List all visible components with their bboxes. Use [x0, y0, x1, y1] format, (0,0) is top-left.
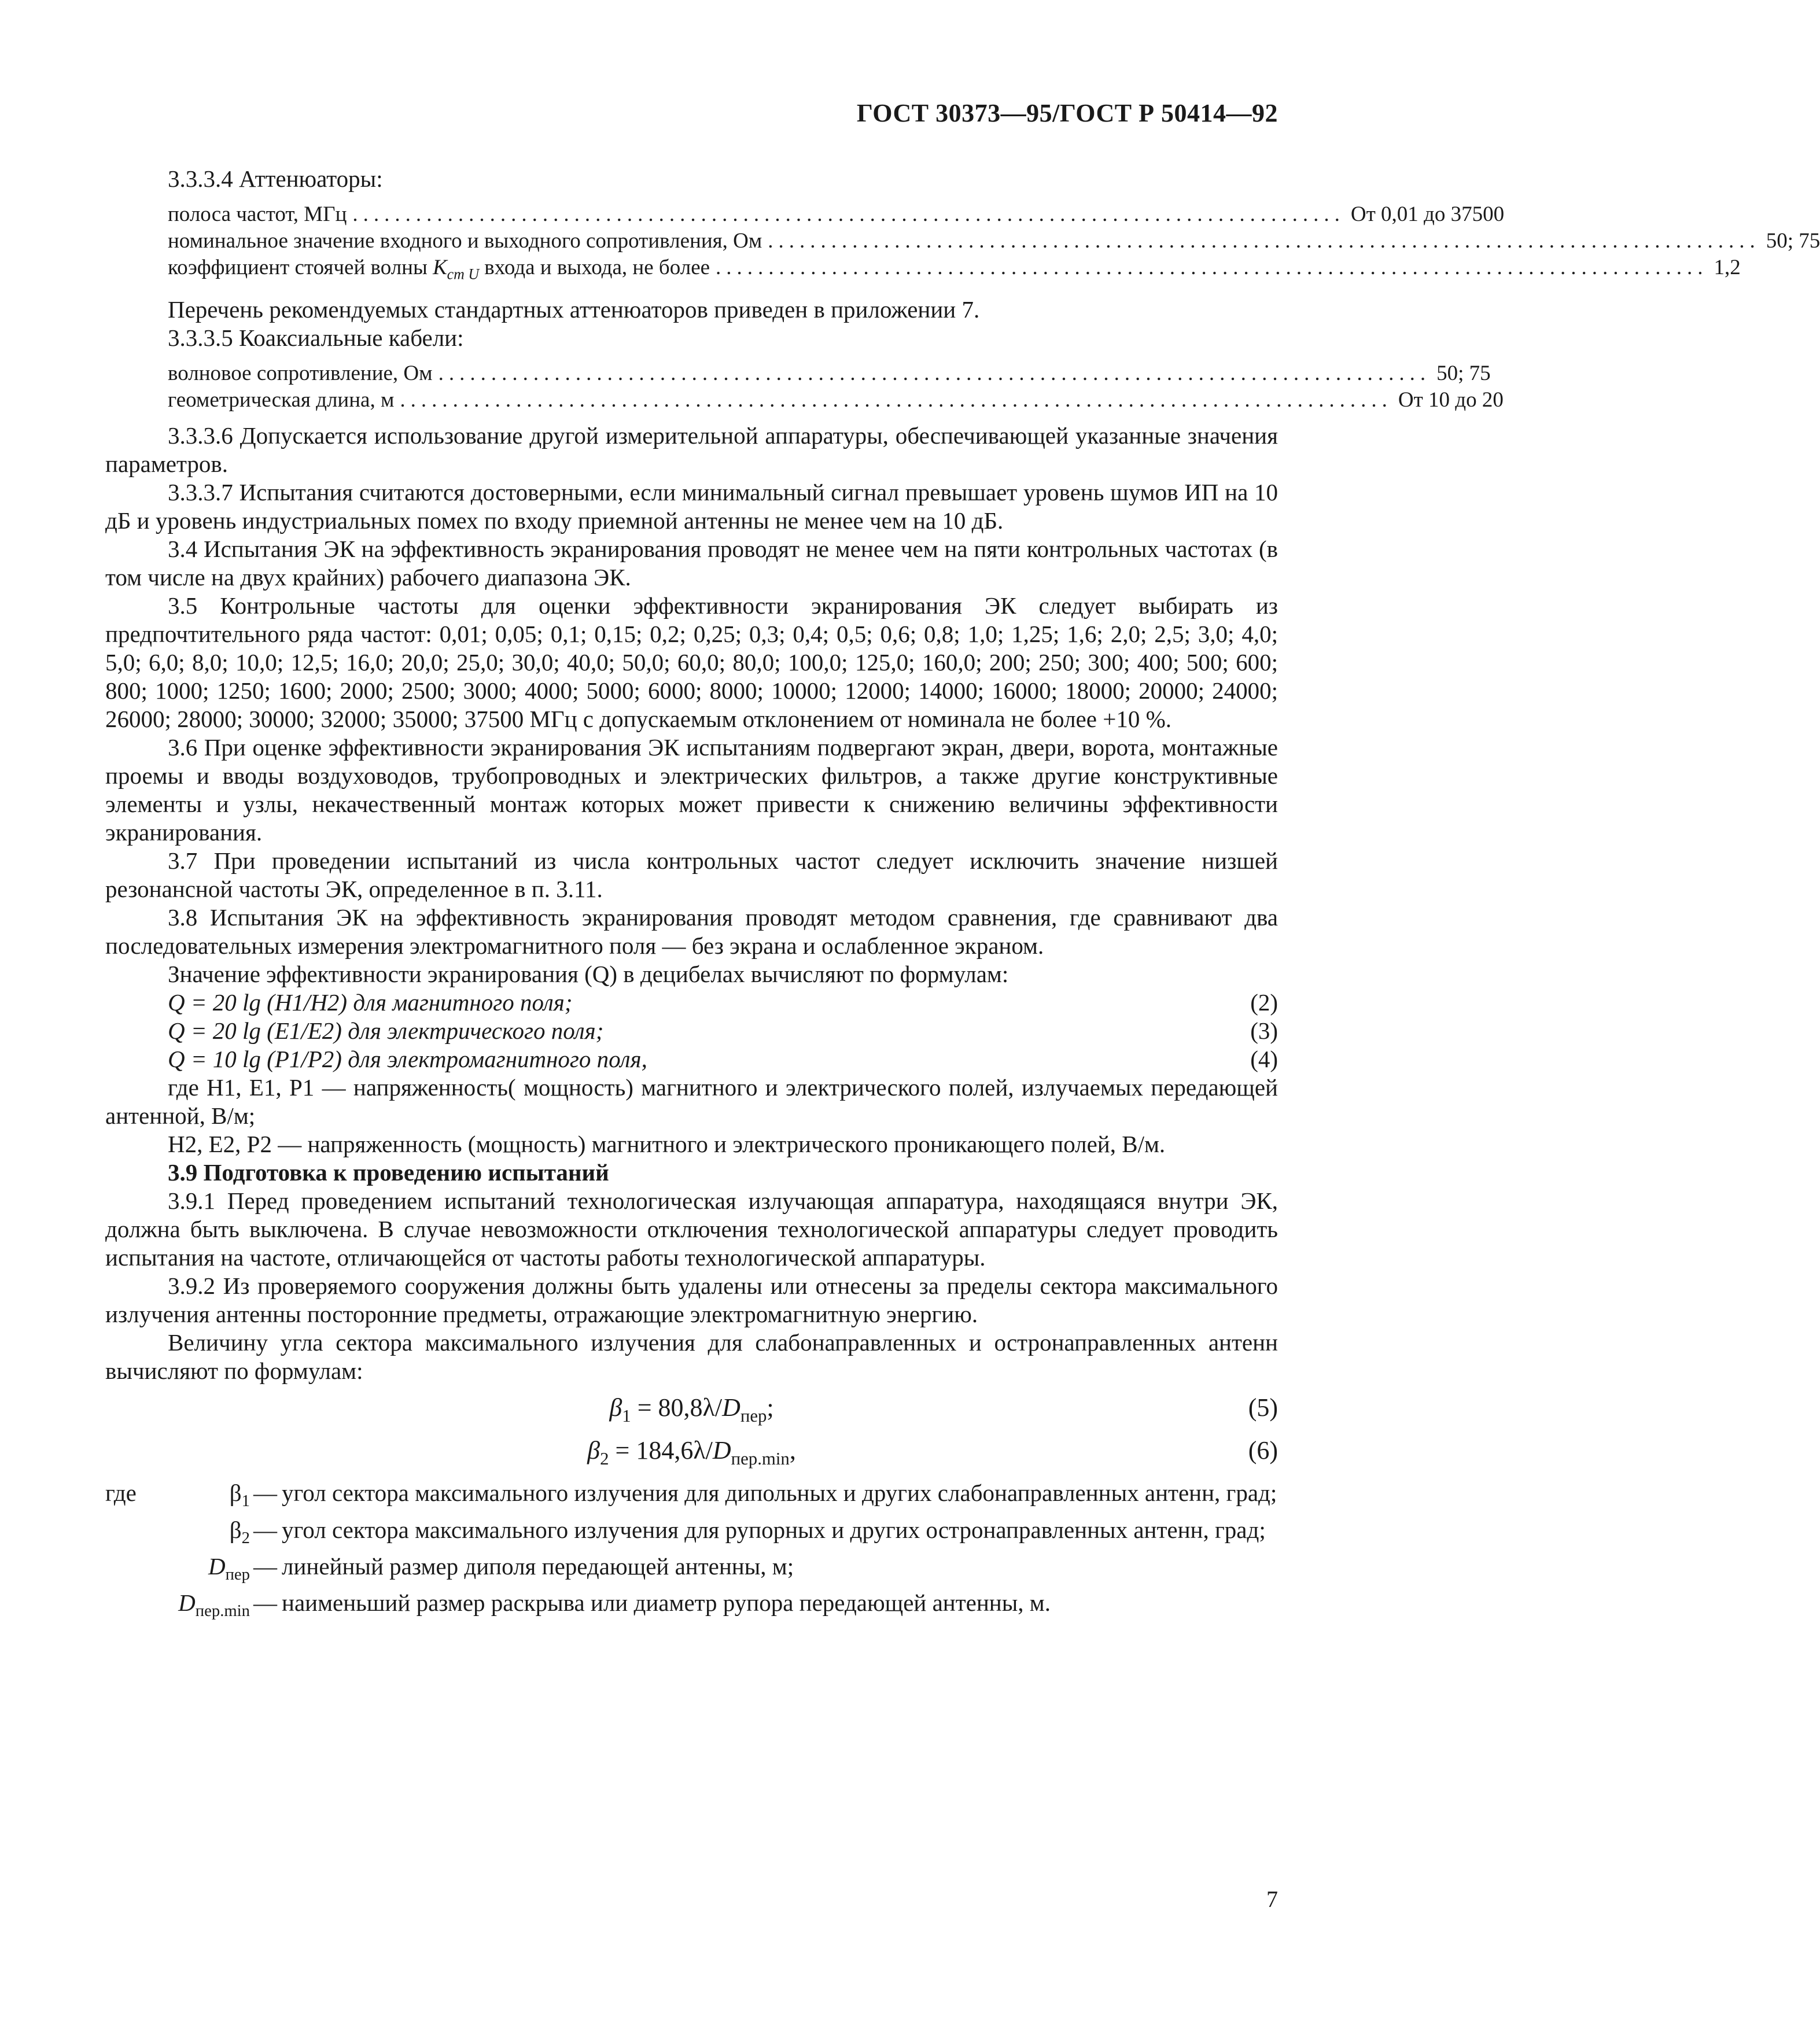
spec-row: номинальное значение входного и выходного сопротивления, Ом .............................................................................................. 50; 75 — [168, 228, 1151, 254]
formula-row — [105, 1017, 1278, 1045]
definition-row: где $\beta_1$ — угол сектора максимального излучения для дипольных и других слабонаправленных антенн, град; — [105, 1480, 1277, 1511]
dot-leader: .............................................................................................. — [768, 229, 1760, 253]
dot-leader: .............................................................................................. — [438, 361, 1431, 386]
where-clause-1: где H1, E1, P1 — напряженность( мощность) магнитного и электрического полей, излучаемых передающей антенной, В/м; — [105, 1074, 1278, 1130]
cable-spec-list — [105, 360, 1504, 414]
paragraph-3-8-formulas-intro: Значение эффективности экранирования (Q) в децибелах вычисляют по формулам: — [168, 961, 1009, 988]
formula-number: (2) — [1250, 989, 1278, 1016]
dot-leader: .............................................................................................. — [352, 202, 1345, 226]
definition-row: $D_{пер.min}$ — наименьший размер раскрыва или диаметр рупора передающей антенны, м. — [178, 1589, 1051, 1621]
spec-row: волновое сопротивление, Ом .............................................................................................. 50; 75 — [168, 360, 1151, 387]
spec-row: полоса частот, МГц .............................................................................................. От 0,01 до 37500 — [168, 201, 1151, 228]
formula-number: (4) — [1250, 1046, 1278, 1073]
section-title-attenuators: 3.3.3.4 Аттенюаторы: — [168, 165, 383, 192]
paragraph-3-6: 3.6 При оценке эффективности экранирования ЭК испытаниям подвергают экран, двери, ворота, монтажные проемы и вводы воздуховодов, трубопроводных и электрических фильтров, а также другие конструктивные элементы и узлы, некачественный монтаж которых может привести к снижению величины эффективности экранирования. — [105, 734, 1278, 846]
dot-leader: .............................................................................................. — [716, 256, 1708, 279]
formula-number: (3) — [1250, 1017, 1278, 1045]
spec-row: коэффициент стоячей волны $К_{ст U}$ входа и выхода, не более .............................................................................................. 1,2 — [168, 256, 1741, 283]
equation-6: $\beta_2 = 184,6\lambda/D_{пер.min}$, (6) — [587, 1436, 1278, 1469]
formula-2: Q = 20 lg (H1/H2) для магнитного поля; — [168, 989, 573, 1016]
spec-row: геометрическая длина, м .............................................................................................. От 10 до 20 — [168, 387, 1151, 414]
paragraph-3-8: 3.8 Испытания ЭК на эффективность экранирования проводят методом сравнения, где сравнивают два последовательных измерения электромагнитного поля — без экрана и ослабленное экраном. — [105, 904, 1278, 960]
paragraph-3-5: 3.5 Контрольные частоты для оценки эффективности экранирования ЭК следует выбирать из предпочтительного ряда частот: 0,01; 0,05; 0,1; 0,15; 0,2; 0,25; 0,3; 0,4; 0,5; 0,6; 0,8; 1,0; 1,25; 1,6; 2,0; 2,5; 3,0; 4,0; 5,0; 6,0; 8,0; 10,0; 12,5; 16,0; 20,0; 25,0; 30,0; 40,0; 50,0; 60,0; 80,0; 100,0; 125,0; 160,0; 200; 250; 300; 400; 500; 600; 800; 1000; 1250; 1600; 2000; 2500; 3000; 4000; 5000; 6000; 8000; 10000; 12000; 14000; 16000; 18000; 20000; 24000; 26000; 28000; 30000; 32000; 35000; 37500 МГц с допускаемым отклонением от номинала не более +10 %. — [105, 592, 1278, 733]
section-heading-3-9: 3.9 Подготовка к проведению испытаний — [168, 1159, 609, 1186]
paragraph-3-9-1: 3.9.1 Перед проведением испытаний технологическая излучающая аппаратура, находящаяся внутри ЭК, должна быть выключена. В случае невозможности отключения технологической аппаратуры следует проводить испытания на частоте, отличающейся от частоты работы технологической аппаратуры. — [105, 1187, 1278, 1271]
formula-4: Q = 10 lg (P1/P2) для электромагнитного поля, — [168, 1046, 647, 1073]
paragraph-3-3-3-7: 3.3.3.7 Испытания считаются достоверными, если минимальный сигнал превышает уровень шумов ИП на 10 дБ и уровень индустриальных помех по входу приемной антенны не менее чем на 10 дБ. — [105, 479, 1278, 534]
paragraph-3-7: 3.7 При проведении испытаний из числа контрольных частот следует исключить значение низшей резонансной частоты ЭК, определенное в п. 3.11. — [105, 847, 1278, 903]
page-number: 7 — [1266, 1886, 1278, 1912]
equation-number: (6) — [1248, 1436, 1278, 1465]
symbol-definitions — [105, 1479, 1278, 1625]
formula-row — [105, 1045, 1278, 1073]
definition-row: $D_{пер}$ — линейный размер диполя передающей антенны, м; — [208, 1552, 794, 1584]
definition-row: $\beta_2$ — угол сектора максимального излучения для рупорных и других остронаправленных антенн, град; — [229, 1516, 1266, 1547]
attenuator-note: Перечень рекомендуемых стандартных аттенюаторов приведен в приложении 7. — [168, 296, 980, 323]
attenuator-spec-list — [105, 201, 1820, 287]
formula-row — [105, 988, 1278, 1017]
equation-number: (5) — [1248, 1393, 1278, 1422]
dot-leader: .............................................................................................. — [400, 388, 1392, 412]
paragraph-3-3-3-6: 3.3.3.6 Допускается использование другой измерительной аппаратуры, обеспечивающей указанные значения параметров. — [105, 422, 1278, 478]
paragraph-3-9-2: 3.9.2 Из проверяемого сооружения должны быть удалены или отнесены за пределы сектора максимального излучения антенны посторонние предметы, отражающие электромагнитную энергию. — [105, 1272, 1278, 1328]
where-clause-2: H2, E2, P2 — напряженность (мощность) магнитного и электрического проникающего полей, В/м. — [168, 1131, 1166, 1158]
document-header: ГОСТ 30373—95/ГОСТ Р 50414—92 — [856, 99, 1278, 127]
paragraph-3-9-2-formulas-intro: Величину угла сектора максимального излучения для слабонаправленных и остронаправленных антенн вычисляют по формулам: — [105, 1329, 1278, 1385]
paragraph-3-4: 3.4 Испытания ЭК на эффективность экранирования проводят не менее чем на пяти контрольных частотах (в том числе на двух крайних) рабочего диапазона ЭК. — [105, 536, 1278, 591]
equation-5: $\beta_1 = 80,8\lambda/D_{пер}$; (5) — [609, 1393, 1278, 1426]
document-body — [105, 165, 1820, 1625]
formula-3: Q = 20 lg (E1/E2) для электрического поля; — [168, 1017, 604, 1045]
section-title-cables: 3.3.3.5 Коаксиальные кабели: — [168, 324, 464, 352]
